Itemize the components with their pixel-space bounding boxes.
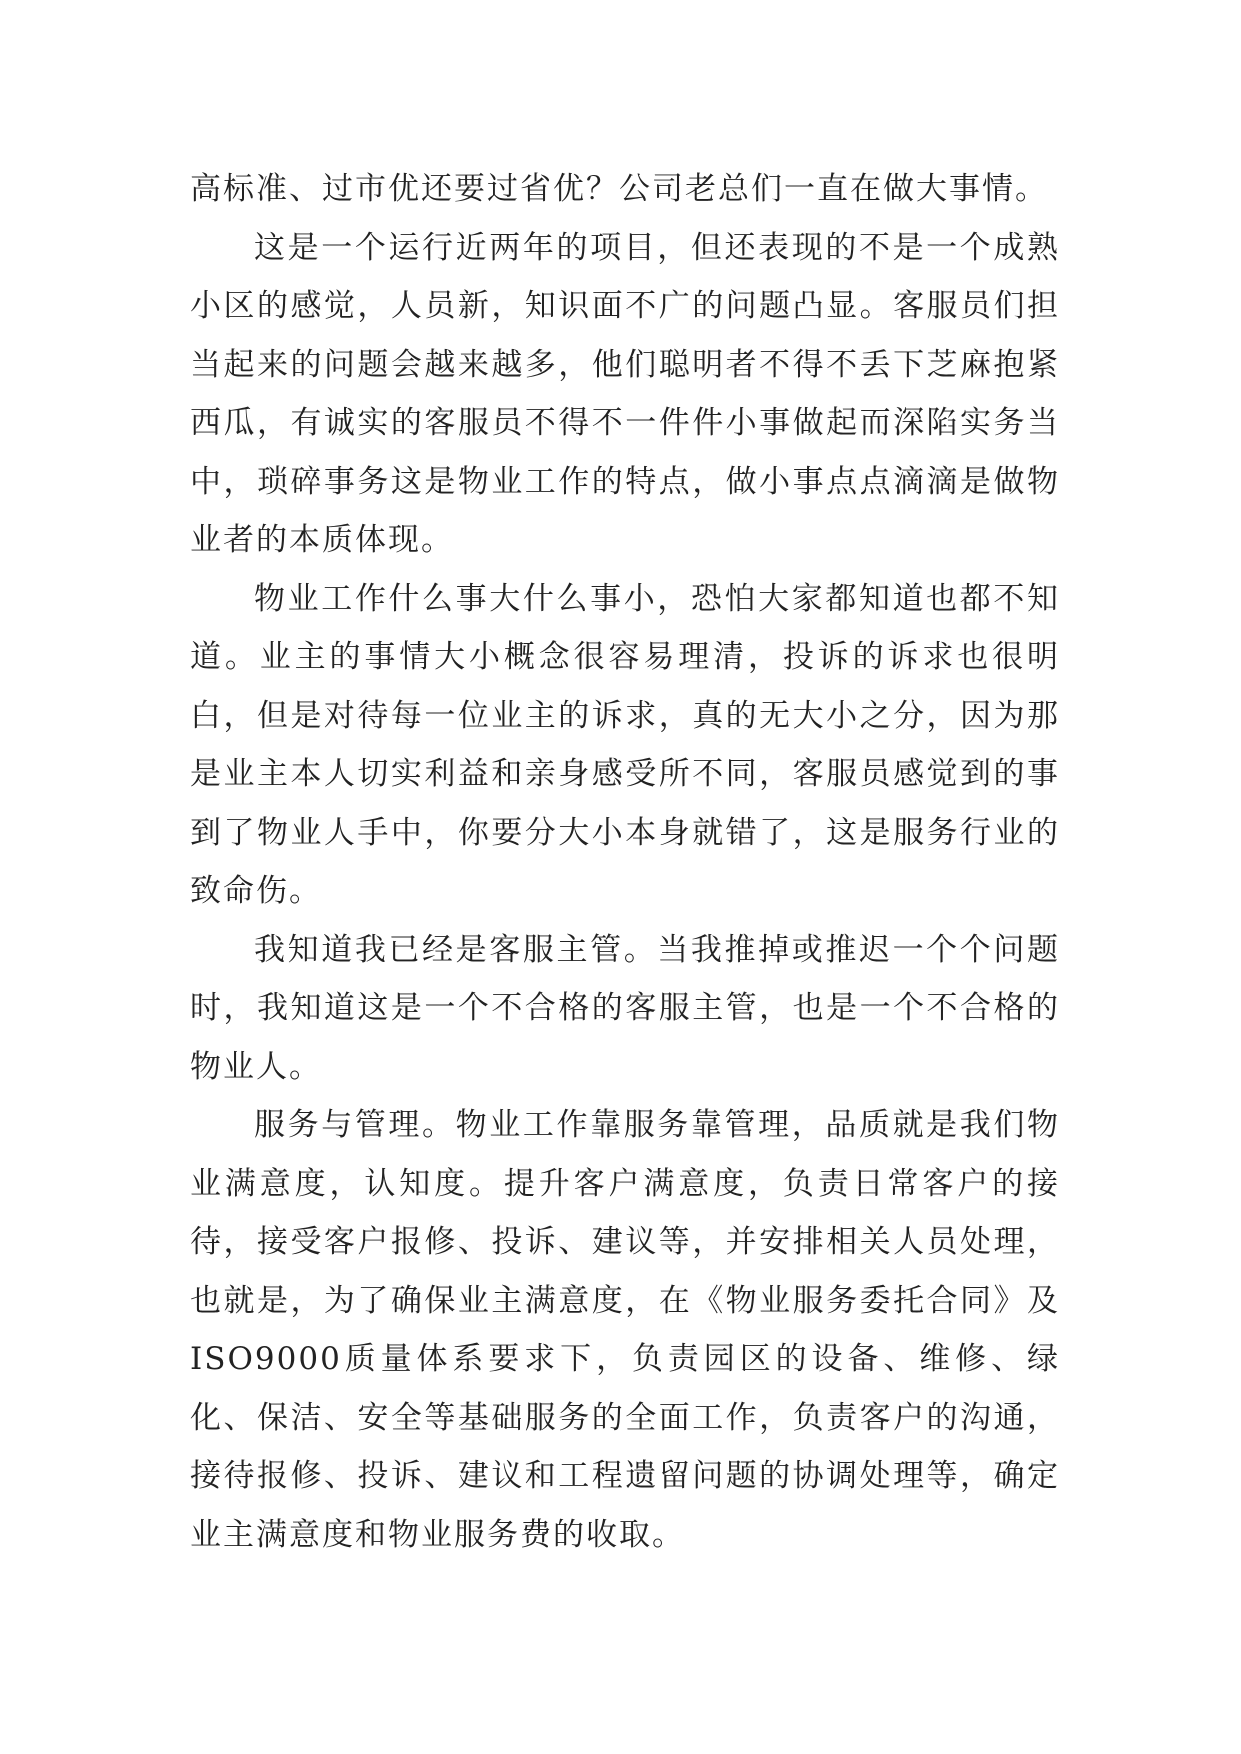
paragraph: 服务与管理。物业工作靠服务靠管理，品质就是我们物业满意度，认知度。提升客户满意度，负责日常客户的接待，接受客户报修、投诉、建议等，并安排相关人员处理，也就是，为了确保业主满意度，在《物业服务委托合同》及ISO9000质量体系要求下，负责园区的设备、维修、绿化、保洁、安全等基础服务的全面工作，负责客户的沟通，接待报修、投诉、建议和工程遗留问题的协调处理等，确定业主满意度和物业服务费的收取。 [190,1107,1060,1553]
paragraph-continuation: 高标准、过市优还要过省优？公司老总们一直在做大事情。 [190,171,1048,207]
document-body [190,160,1060,1564]
paragraph: 我知道我已经是客服主管。当我推掉或推迟一个个问题时，我知道这是一个不合格的客服主管，也是一个不合格的物业人。 [190,931,1060,1085]
paragraph: 物业工作什么事大什么事小，恐怕大家都知道也都不知道。业主的事情大小概念很容易理清，投诉的诉求也很明白，但是对待每一位业主的诉求，真的无大小之分，因为那是业主本人切实利益和亲身感受所不同，客服员感觉到的事到了物业人手中，你要分大小本身就错了，这是服务行业的致命伤。 [190,580,1060,909]
paragraph: 这是一个运行近两年的项目，但还表现的不是一个成熟小区的感觉，人员新，知识面不广的问题凸显。客服员们担当起来的问题会越来越多，他们聪明者不得不丢下芝麻抱紧西瓜，有诚实的客服员不得不一件件小事做起而深陷实务当中，琐碎事务这是物业工作的特点，做小事点点滴滴是做物业者的本质体现。 [190,229,1060,558]
